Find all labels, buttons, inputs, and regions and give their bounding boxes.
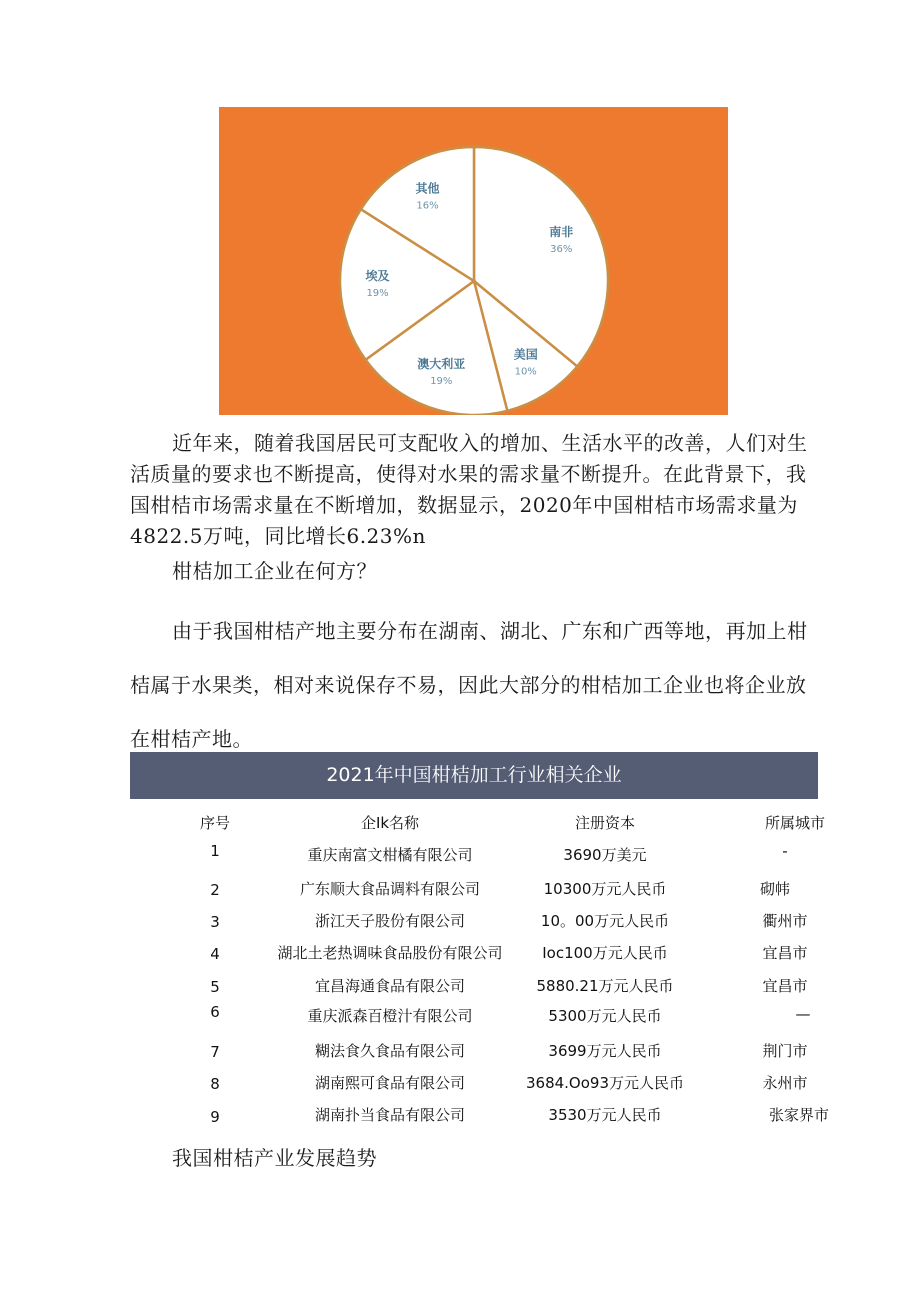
row-city: 砌帏 [759,880,790,898]
header-name: 企Ik名称 [360,814,420,832]
section-heading-processing: 柑桔加工企业在何方？ [172,559,377,583]
table-row [130,878,830,900]
row-index: 6 [210,1003,220,1021]
section-heading-trends: 我国柑桔产业发展趋势 [172,1146,377,1170]
row-city: — [795,1005,811,1023]
row-capital: 10。00万元人民币 [540,912,670,930]
row-capital: 3690万美元 [563,846,647,864]
row-city: 张家界市 [768,1106,829,1124]
table-row [130,1003,830,1025]
row-company-name: 重庆派森百橙汁有限公司 [307,1007,473,1025]
row-company-name: 糊法食久食品有限公司 [314,1042,465,1060]
pie-slice-percent: 10% [514,366,537,378]
table-title: 2021年中国柑桔加工行业相关企业 [130,752,818,799]
table-row [130,1104,830,1126]
row-city: 宜昌市 [762,944,808,962]
intro-paragraph: 近年来，随着我国居民可支配收入的增加、生活水平的改善，人们对生活质量的要求也不断提高，使得对水果的需求量不断提升。在此背景下，我国柑桔市场需求量在不断增加，数据显示，2020年中国柑桔市场需求量为4822.5万吨，同比增长6.23%n [130,431,808,548]
row-index: 2 [210,881,220,899]
row-capital: 3699万元人民币 [548,1042,662,1060]
pie-slice-label: 埃及 [365,269,390,284]
pie-slice-percent: 19% [366,288,389,300]
row-company-name: 湖南熙可食品有限公司 [314,1074,465,1092]
pie-slice-label: 其他 [415,181,440,196]
row-city: 宜昌市 [762,977,808,995]
row-index: 1 [210,842,220,860]
header-index: 序号 [200,814,231,832]
row-city: - [782,842,788,860]
pie-slice-percent: 16% [416,200,439,212]
row-city: 永州市 [762,1074,808,1092]
row-capital: 10300万元人民币 [543,880,667,898]
header-capital: 注册资本 [574,814,635,832]
table-row [130,975,830,997]
pie-slice-label: 南非 [549,224,574,239]
table-row [130,1040,830,1062]
pie-slice-percent: 36% [550,243,573,255]
row-index: 7 [210,1043,220,1061]
row-capital: 3530万元人民币 [548,1106,662,1124]
row-index: 9 [210,1108,220,1126]
location-paragraph: 由于我国柑桔产地主要分布在湖南、湖北、广东和广西等地，再加上柑桔属于水果类，相对来说保存不易，因此大部分的柑桔加工企业也将企业放在柑桔产地。 [130,619,808,751]
row-capital: 5880.21万元人民币 [536,977,674,995]
pie-slice-label: 美国 [513,347,538,362]
row-city: 衢州市 [762,912,808,930]
pie-chart-svg [219,107,728,415]
row-company-name: 宜昌海通食品有限公司 [314,977,465,995]
row-capital: 5300万元人民币 [548,1007,662,1025]
pie-slice-label: 澳大利亚 [417,356,466,371]
pie-chart [219,107,728,415]
row-capital: Ioc100万元人民币 [542,944,668,962]
table-row [130,1072,830,1094]
row-index: 3 [210,913,220,931]
pie-slice-percent: 19% [430,375,453,387]
row-city: 荆门市 [762,1042,808,1060]
table-header-row [130,812,830,834]
row-index: 5 [210,978,220,996]
row-capital: 3684.Oo93万元人民币 [525,1074,684,1092]
table-row [130,910,830,932]
row-company-name: 浙江天子股份有限公司 [314,912,465,930]
row-company-name: 重庆南富文柑橘有限公司 [307,846,473,864]
row-index: 4 [210,945,220,963]
row-index: 8 [210,1075,220,1093]
table-row [130,942,830,964]
row-company-name: 广东顺大食品调料有限公司 [299,880,480,898]
row-company-name: 湖南扑当食品有限公司 [314,1106,465,1124]
table-row [130,842,830,864]
header-city: 所属城市 [764,814,825,832]
row-company-name: 湖北土老热调味食品股份有限公司 [277,944,503,962]
